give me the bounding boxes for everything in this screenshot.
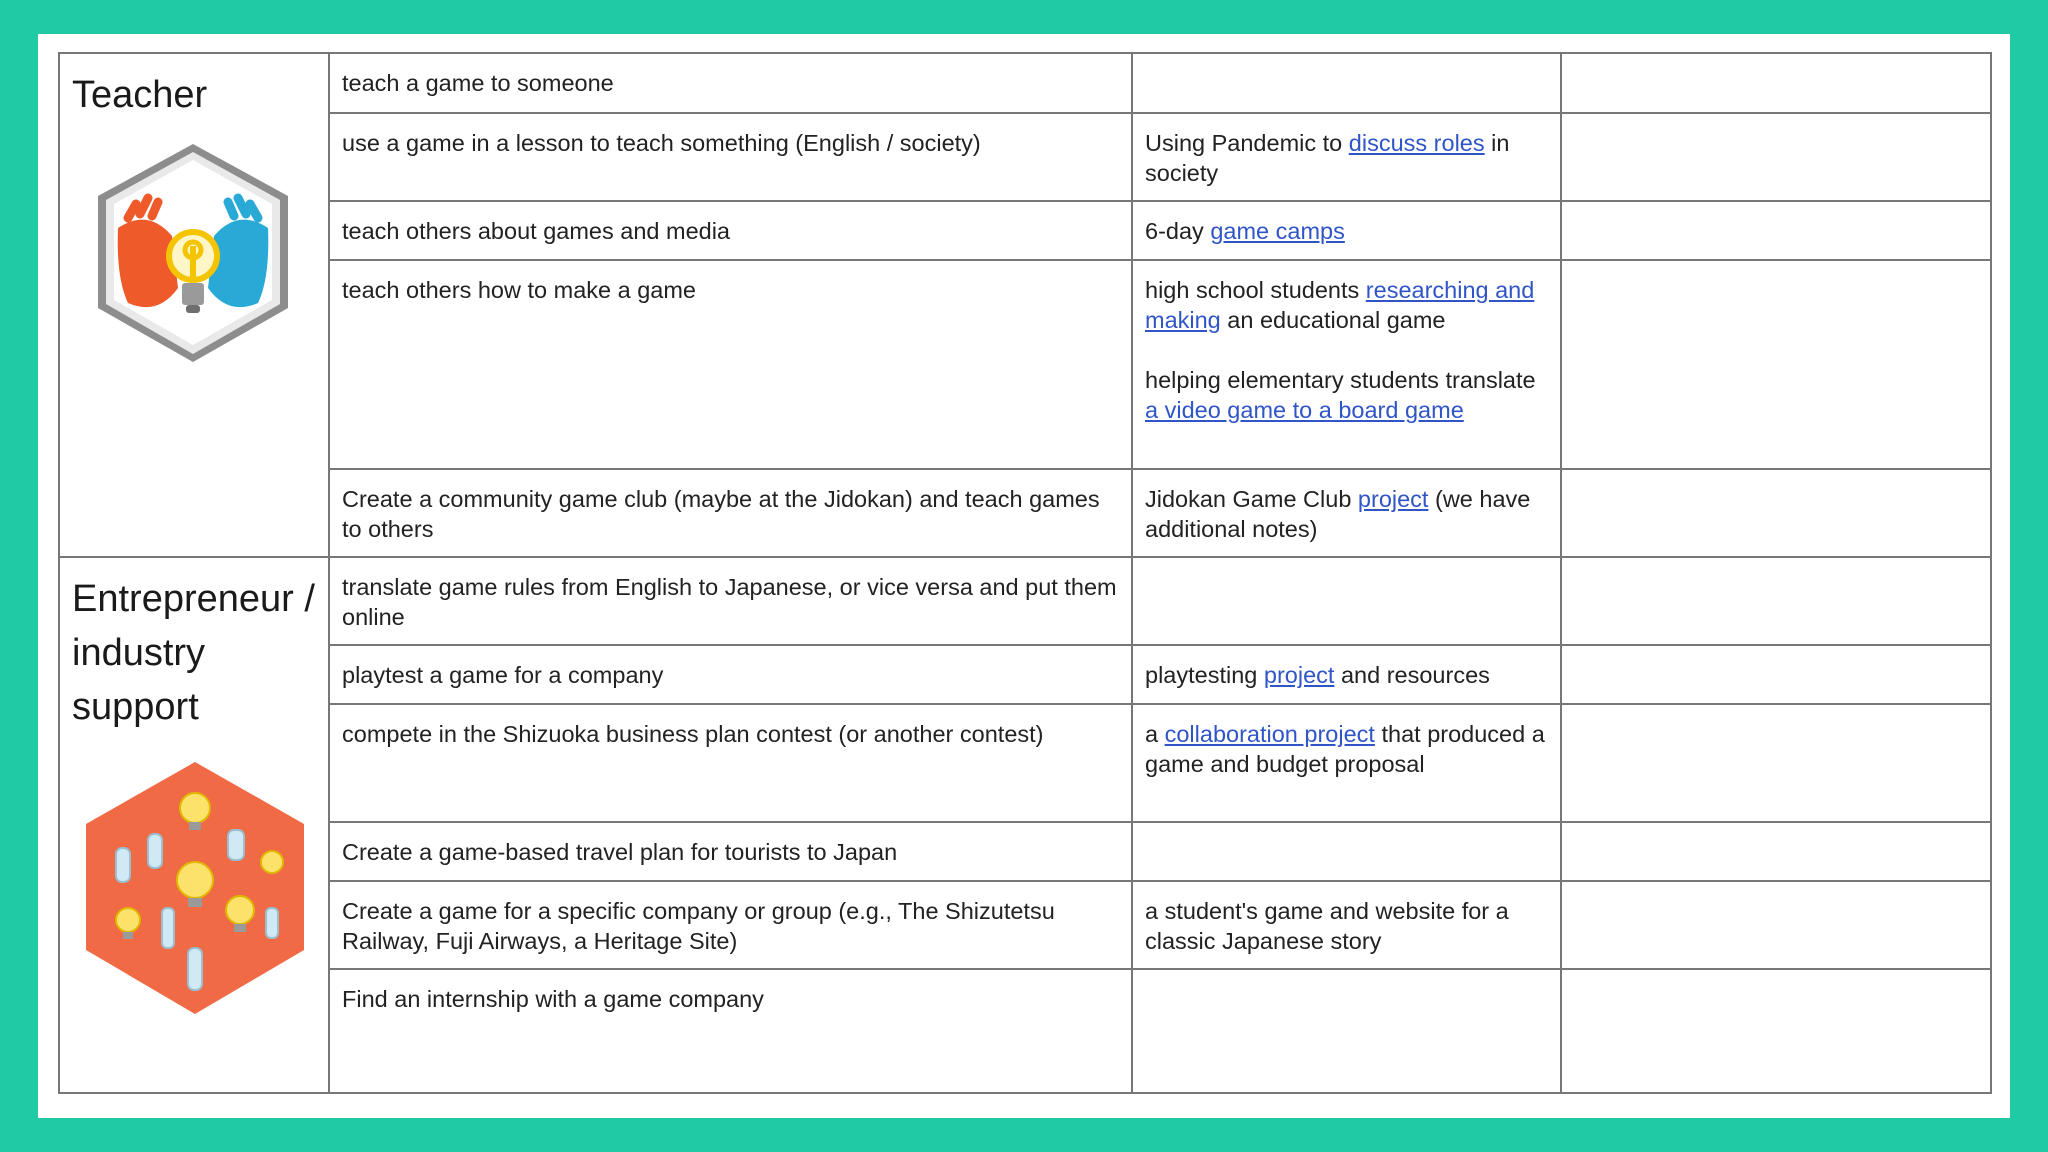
notes-cell [1561,969,1991,1093]
example-text: 6-day [1145,218,1211,244]
example-link[interactable]: game camps [1210,218,1345,244]
lightbulbs-badge-icon [82,758,308,1018]
activity-cell: compete in the Shizuoka business plan contest (or another contest) [329,704,1132,822]
notes-cell [1561,113,1991,201]
table-row [59,557,1991,645]
example-link[interactable]: project [1357,486,1429,512]
activity-cell: teach a game to someone [329,53,1132,113]
example-cell [1132,260,1561,469]
notes-cell [1561,53,1991,113]
example-cell [1132,645,1561,704]
table-row [59,704,1991,822]
notes-cell [1561,645,1991,704]
example-text: in society [1145,130,1510,186]
example-cell [1132,969,1561,1093]
activities-table [58,52,1992,1094]
notes-cell [1561,260,1991,469]
table-row [59,53,1991,113]
activity-cell: Create a game-based travel plan for tourists to Japan [329,822,1132,881]
table-row [59,469,1991,557]
table-row [59,113,1991,201]
notes-cell [1561,822,1991,881]
example-link[interactable]: collaboration project [1164,721,1375,747]
example-text: an educational game [1220,307,1446,333]
example-cell [1132,469,1561,557]
role-title: Teacher [72,74,208,116]
activity-cell: teach others how to make a game [329,260,1132,469]
notes-cell [1561,881,1991,969]
example-text: Using Pandemic to [1145,130,1349,156]
activity-cell: Create a game for a specific company or group (e.g., The Shizutetsu Railway, Fuji Airways, a Heritage Site) [329,881,1132,969]
table-row [59,645,1991,704]
role-cell-entrepreneur [59,557,329,1093]
notes-cell [1561,201,1991,260]
example-paragraph [1145,275,1548,335]
example-link[interactable]: discuss roles [1348,130,1485,156]
example-text: that produced a game and budget proposal [1145,721,1545,777]
notes-cell [1561,469,1991,557]
example-cell: a student's game and website for a classic Japanese story [1132,881,1561,969]
example-paragraph [1145,365,1548,425]
example-cell [1132,113,1561,201]
notes-cell [1561,704,1991,822]
table-row [59,969,1991,1093]
activity-cell: Find an internship with a game company [329,969,1132,1093]
activity-cell: playtest a game for a company [329,645,1132,704]
example-text: playtesting [1145,662,1264,688]
example-text: and resources [1334,662,1490,688]
activity-cell: use a game in a lesson to teach something (English / society) [329,113,1132,201]
example-text: Jidokan Game Club [1145,486,1358,512]
example-text: (we have additional notes) [1145,486,1531,542]
table-row [59,201,1991,260]
example-cell [1132,822,1561,881]
example-text: a [1145,721,1165,747]
example-link[interactable]: project [1263,662,1335,688]
example-text: helping elementary students translate [1145,367,1536,393]
example-text: high school students [1145,277,1366,303]
activity-cell: Create a community game club (maybe at the Jidokan) and teach games to others [329,469,1132,557]
role-cell-teacher [59,53,329,557]
role-title: Entrepreneur / industry support [72,578,315,728]
activity-cell: translate game rules from English to Japanese, or vice versa and put them online [329,557,1132,645]
table-row [59,260,1991,469]
example-link[interactable]: a video game to a board game [1145,397,1464,423]
activity-cell: teach others about games and media [329,201,1132,260]
example-cell [1132,704,1561,822]
table-row [59,881,1991,969]
spacer [1145,335,1548,365]
example-link[interactable]: researching and making [1145,277,1535,333]
document-sheet [38,34,2010,1118]
notes-cell [1561,557,1991,645]
example-cell [1132,53,1561,113]
example-cell [1132,201,1561,260]
example-cell [1132,557,1561,645]
hands-lightbulb-badge-icon [88,138,298,378]
table-row [59,822,1991,881]
